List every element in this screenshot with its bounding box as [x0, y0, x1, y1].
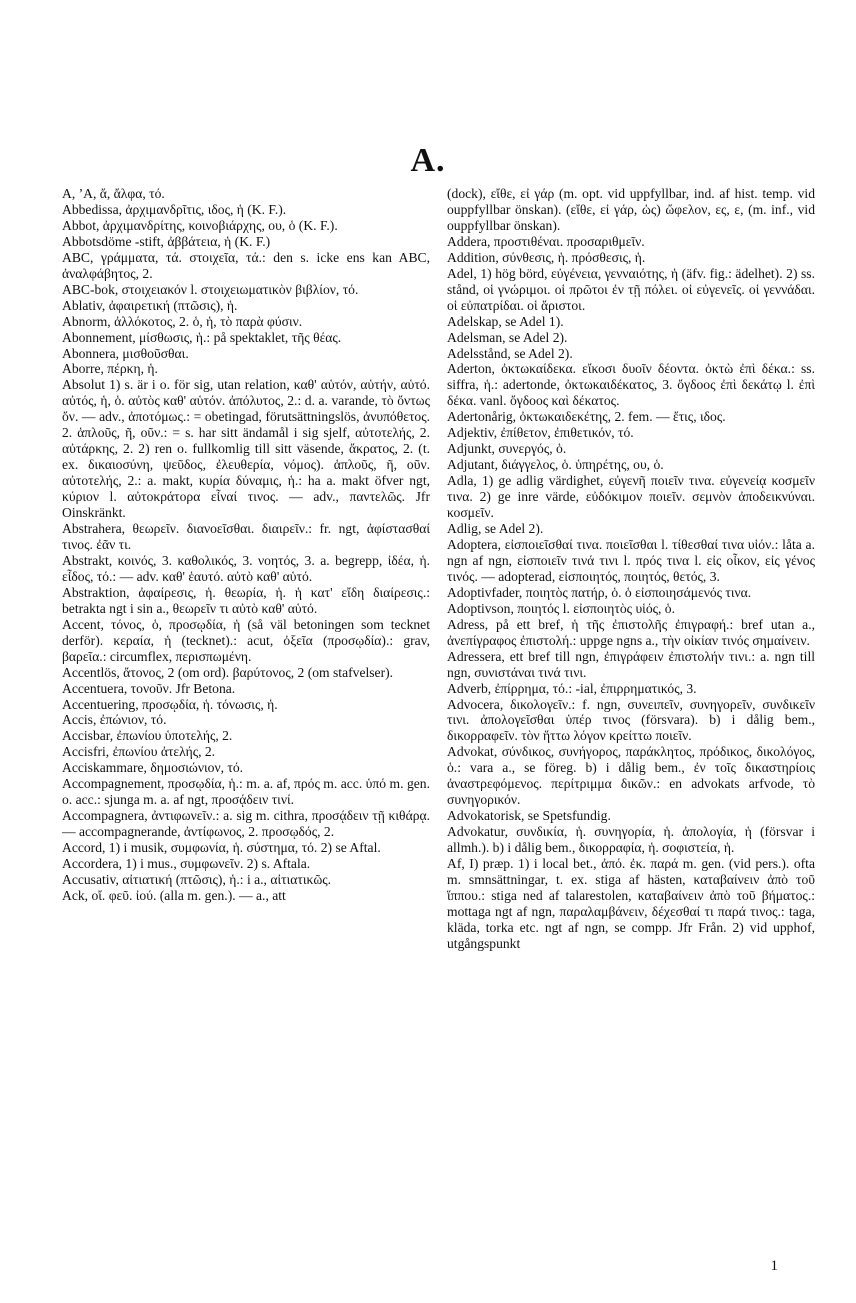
- dictionary-entry: Accusativ, αἰτιατική (πτῶσις), ἡ.: i a., αἰτιατικῶς.: [62, 871, 332, 887]
- dictionary-entry: Accisbar, ἐπωνίου ὑποτελής, 2.: [62, 728, 233, 744]
- dictionary-entry: A, ʼΑ, ἄ, ἄλφα, τό.: [62, 186, 165, 201]
- dictionary-entry: Adelsman, se Adel 2).: [447, 329, 568, 345]
- dictionary-entry: Af, I) præp. 1) i local bet., ἀπό. ἐκ. παρά m. gen. (vid pers.). ofta m. smnsättningar, t. ex. stiga af hästen, καταβαίνειν ἀπὸ τοῦ ἵππου.: stiga ned af talarestolen, καταβαίνειν ἀπὸ τοῦ βήματος.: mottaga ngt af ngn, παραλαμβάνειν, δέχεσθαί τι παρά τινος.: taga, kläda, torka etc. ngt af ngn, se compp. Jfr Från. 2) vid upphof, utgångspunkt: [447, 856, 815, 951]
- dictionary-entry: Adressera, ett bref till ngn, ἐπιγράφειν ἐπιστολήν τινι.: a. ngn till ngn, συνιστάναι τινά τινι.: [447, 648, 815, 680]
- dictionary-entry: Accord, 1) i musik, συμφωνία, ἡ. σύστημα, τό. 2) se Aftal.: [62, 840, 381, 856]
- dictionary-entry: Advokatorisk, se Spetsfundig.: [447, 808, 611, 824]
- dictionary-entry: Adertonårig, ὀκτωκαιδεκέτης, 2. fem. — ἔτις, ιδος.: [447, 409, 726, 425]
- dictionary-entry: Abonnera, μισθοῦσθαι.: [62, 345, 189, 361]
- dictionary-entry: Accentlös, ἄτονος, 2 (om ord). βαρύτονος, 2 (om stafvelser).: [62, 664, 394, 680]
- dictionary-entry: ABC, γράμματα, τά. στοιχεῖα, τά.: den s. icke ens kan ABC, ἀναλφάβητος, 2.: [62, 249, 430, 281]
- dictionary-entry: Abbotsdöme -stift, ἀββάτεια, ἡ (K. F.): [62, 233, 271, 249]
- dictionary-entry: Adla, 1) ge adlig värdighet, εὐγενῆ ποιεῖν τινα. εὐγενείᾳ κοσμεῖν τινα. 2) ge inre värde, εὐδόκιμον ποιεῖν. σεμνὸν ἀποδεικνύναι. κοσμεῖν.: [447, 473, 815, 521]
- dictionary-entry: Abnorm, ἀλλόκοτος, 2. ὁ, ἡ, τὸ παρὰ φύσιν.: [62, 313, 303, 329]
- dictionary-entry: Addition, σύνθεσις, ἡ. πρόσθεσις, ἡ.: [447, 249, 646, 265]
- dictionary-entry: Abstrahera, θεωρεῖν. διανοεῖσθαι. διαιρεῖν.: fr. ngt, ἀφίστασθαί τινος. ἐᾶν τι.: [62, 521, 430, 552]
- dictionary-entry: Advocera, δικολογεῖν.: f. ngn, συνειπεῖν, συνηγορεῖν, συνδικεῖν τινι. ἀπολογεῖσθαι ὑπέρ τινος (försvara). b) i dålig bem., δικορραφεῖν. τὸν ἥττω λόγον κρείττω ποιεῖν.: [447, 696, 815, 744]
- dictionary-entry: Ack, οἴ. φεῦ. ἰού. (alla m. gen.). — a., att: [62, 887, 286, 903]
- dictionary-entry: Aborre, πέρκη, ἡ.: [62, 361, 158, 377]
- dictionary-entry: Abstraktion, ἀφαίρεσις, ἡ. θεωρία, ἡ. ἡ κατ' εἴδη διαίρεσις.: betrakta ngt i sin a., θεωρεῖν τι αὐτὸ καθ' αὑτό.: [62, 584, 430, 616]
- dictionary-entry: Abbedissa, ἀρχιμανδρῖτις, ιδος, ἡ (K. F.).: [62, 201, 287, 217]
- dictionary-entry: Abstrakt, κοινός, 3. καθολικός, 3. νοητός, 3. a. begrepp, ἰδέα, ἡ. εἶδος, τό.: — adv. καθ' ἑαυτό. αὐτὸ καθ' αὑτό.: [62, 552, 430, 584]
- dictionary-entry: Abonnement, μίσθωσις, ἡ.: på spektaklet, τῆς θέας.: [62, 329, 342, 345]
- dictionary-entry: Adelsstånd, se Adel 2).: [447, 345, 573, 361]
- page-letter-heading: A.: [410, 142, 446, 179]
- dictionary-entry: Accisfri, ἐπωνίου ἀτελής, 2.: [62, 744, 216, 760]
- dictionary-entry: Adoptivson, ποιητός l. εἰσποιητὸς υἱός, ὁ.: [447, 600, 676, 616]
- dictionary-entry: Adress, på ett bref, ἡ τῆς ἐπιστολῆς ἐπιγραφή.: bref utan a., ἀνεπίγραφος ἐπιστολή.: uppge ngns a., τὴν οἰκίαν τινός σημαίνειν.: [447, 616, 815, 648]
- dictionary-entry: Addera, προστιθέναι. προσαριθμεῖν.: [447, 233, 645, 249]
- dictionary-entry: Adjutant, διάγγελος, ὁ. ὑπηρέτης, ου, ὁ.: [447, 457, 664, 473]
- dictionary-entry: Adoptivfader, ποιητὸς πατήρ, ὁ. ὁ εἰσποιησάμενός τινα.: [447, 584, 752, 600]
- right-column: [447, 186, 815, 952]
- dictionary-entry: Accis, ἐπώνιον, τό.: [62, 712, 167, 728]
- dictionary-entry: Adel, 1) hög börd, εὐγένεια, γενναιότης, ἡ (äfv. fig.: ädelhet). 2) ss. stånd, οἱ γνώριμοι. οἱ πρῶτοι ἐν τῇ πόλει. οἱ εὐγενεῖς. οἱ γεννάδαι. οἱ εὐπατρίδαι. οἱ ἄριστοι.: [447, 265, 815, 313]
- dictionary-entry: ABC-bok, στοιχειακόν l. στοιχειωματικὸν βιβλίον, τό.: [62, 281, 359, 297]
- dictionary-entry: Accordera, 1) i mus., συμφωνεῖν. 2) s. Aftala.: [62, 856, 311, 872]
- dictionary-entry: Absolut 1) s. är i o. för sig, utan relation, καθ' αὑτόν, αὑτήν, αὑτό. αὐτός, ἡ, ὁ. αὐτὸς καθ' αὑτόν. ἀπόλυτος, 2.: d. a. varande, τὸ ὄντως ὄν. — adv., ἀποτόμως.: = obetingad, förutsättningslös, ἀνυπόθετος. 2. ἁπλοῦς, ῆ, οῦν.: = s. har sitt ändamål i sig sjelf, αὐτοτελής, 2. αὐτάρκης, 2. 2) ren o. fullkomlig till sitt väsende, ἄκρατος, 2. (t. ex. δικαιοσύνη, ψεῦδος, ἐλευθερία, νόμος). ἁπλοῦς, ῆ, οῦν. αὐτοτελής, 2.: a. makt, κυρία δύναμις, ἡ.: ha a. makt öfver ngt, κύριον l. αὐτοκράτορα εἶναί τινος. — adv., παντελῶς. Jfr Oinskränkt.: [62, 377, 430, 521]
- dictionary-entry: Advokatur, συνδικία, ἡ. συνηγορία, ἡ. ἀπολογία, ἡ (försvar i allmh.). b) i dålig bem., δικορραφία, ἡ. σοφιστεία, ἡ.: [447, 824, 815, 856]
- dictionary-entry: (dock), εἴθε, εἰ γάρ (m. opt. vid uppfyllbar, ind. af hist. temp. vid ouppfyllbar önskan). (εἴθε, εἰ γάρ, ὡς) ὤφελον, ες, ε, (m. inf., vid ouppfyllbar önskan).: [447, 186, 815, 233]
- dictionary-entry: Accompagnera, ἀντιφωνεῖν.: a. sig m. cithra, προσᾴδειν τῇ κιθάρᾳ. — accompagnerande, ἀντίφωνος, 2. προσῳδός, 2.: [62, 808, 430, 840]
- dictionary-entry: Accompagnement, προσῳδία, ἡ.: m. a. af, πρός m. acc. ὑπό m. gen. o. acc.: sjunga m. a. af ngt, προσᾴδειν τινί.: [62, 776, 430, 808]
- dictionary-entry: Adelskap, se Adel 1).: [447, 313, 564, 329]
- dictionary-entry: Acciskammare, δημοσιώνιον, τό.: [62, 760, 244, 776]
- dictionary-entry: Abbot, ἀρχιμανδρίτης, κοινοβιάρχης, ου, ὁ (K. F.).: [62, 217, 338, 233]
- dictionary-entry: Adlig, se Adel 2).: [447, 521, 544, 537]
- dictionary-entry: Adoptera, εἰσποιεῖσθαί τινα. ποιεῖσθαι l. τίθεσθαί τινα υἱόν.: låta a. ngn af ngn, εἰσποιεῖν τινά τινι l. πρός τινα l. εἰς οἶκον, εἰς γένος τινός. — adopterad, εἰσποιητός, ποιητός, θετός, 3.: [447, 536, 815, 584]
- dictionary-entry: Accentuera, τονοῦν. Jfr Betona.: [62, 680, 236, 696]
- dictionary-entry: Adjunkt, συνεργός, ὁ.: [447, 441, 567, 457]
- page-number: 1: [770, 1258, 778, 1274]
- dictionary-entry: Accentuering, προσῳδία, ἡ. τόνωσις, ἡ.: [62, 696, 278, 712]
- dictionary-entry: Adjektiv, ἐπίθετον, ἐπιθετικόν, τό.: [447, 425, 634, 441]
- dictionary-entry: Accent, τόνος, ὁ, προσῳδία, ἡ (så väl betoningen som tecknet derför). κεραία, ἡ (tecknet).: acut, ὀξεῖα (προσῳδία).: grav, βαρεῖα.: circumflex, περισπωμένη.: [62, 616, 430, 664]
- dictionary-entry: Aderton, ὀκτωκαίδεκα. εἴκοσι δυοῖν δέοντα. ὀκτὼ ἐπὶ δέκα.: ss. siffra, ἡ.: adertonde, ὀκτωκαιδέκατος, 3. ὄγδοος ἐπὶ δεκάτῳ l. ἐπὶ δέκα. vanl. ὄγδοος καὶ δέκατος.: [447, 361, 815, 409]
- dictionary-entry: Advokat, σύνδικος, συνήγορος, παράκλητος, πρόδικος, δικολόγος, ὁ.: vara a., se föreg. b) i dålig bem., ἐν τοῖς δικαστηρίοις ἀναστρεφόμενος. περίτριμμα δικῶν.: en advokats arfvode, τὸ συνηγορικόν.: [447, 744, 815, 808]
- dictionary-entry: Adverb, ἐπίρρημα, τό.: -ial, ἐπιρρηματικός, 3.: [447, 680, 697, 696]
- dictionary-entry: Ablativ, ἀφαιρετική (πτῶσις), ἡ.: [62, 297, 238, 313]
- left-column: [62, 186, 430, 904]
